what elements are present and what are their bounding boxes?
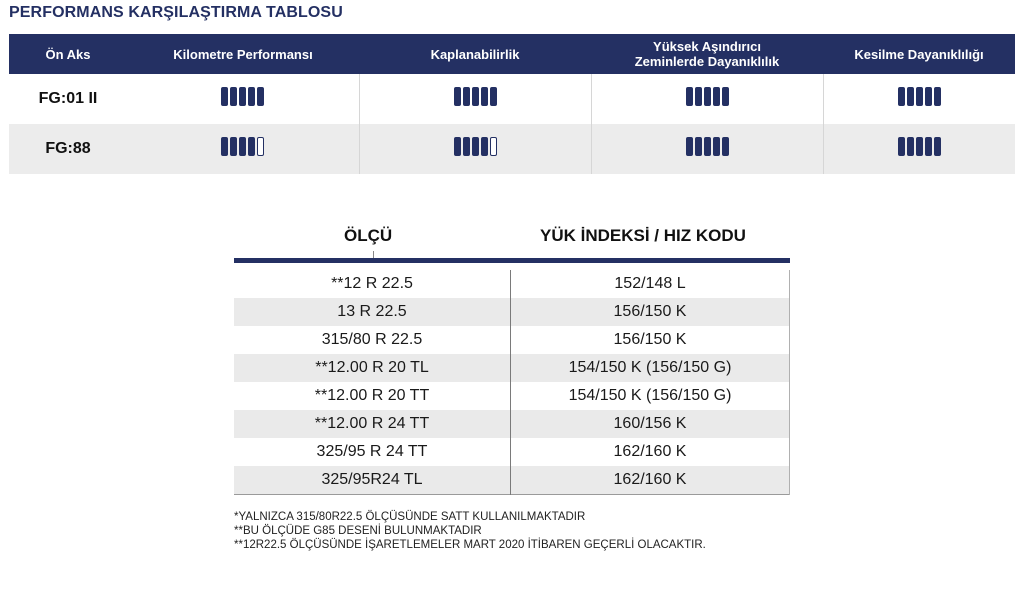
size-row [234, 466, 790, 495]
rating-bars [221, 137, 264, 156]
header-mileage: Kilometre Performansı [127, 34, 359, 74]
rating-cell [359, 124, 591, 174]
rating-bar-filled [898, 137, 905, 156]
load-speed-value: 162/160 K [511, 438, 790, 466]
rating-bar-filled [695, 87, 702, 106]
rating-bar-filled [916, 87, 923, 106]
rating-bar-filled [481, 87, 488, 106]
rating-cell [823, 74, 1015, 124]
size-value: **12.00 R 24 TT [234, 410, 511, 438]
size-row [234, 326, 790, 354]
size-row [234, 382, 790, 410]
rating-bar-filled [221, 137, 228, 156]
header-abrasive-line1: Yüksek Aşındırıcı [653, 39, 761, 54]
rating-bar-filled [898, 87, 905, 106]
size-table-header [234, 222, 790, 263]
rating-bar-filled [221, 87, 228, 106]
header-size: ÖLÇÜ [344, 226, 393, 245]
size-row [234, 298, 790, 326]
size-value: 13 R 22.5 [234, 298, 511, 326]
size-row [234, 410, 790, 438]
rating-bar-filled [490, 87, 497, 106]
rating-bar-filled [239, 137, 246, 156]
model-name: FG:01 II [38, 90, 98, 107]
rating-bar-filled [454, 87, 461, 106]
size-value: **12.00 R 20 TT [314, 387, 430, 404]
performance-row [9, 124, 1015, 174]
rating-bars [454, 137, 497, 156]
rating-bar-filled [713, 87, 720, 106]
header-retreadability: Kaplanabilirlik [359, 34, 591, 74]
performance-header-row [9, 34, 1015, 74]
load-speed-value: 160/156 K [511, 410, 790, 438]
rating-bars [686, 137, 729, 156]
header-front-axle: Ön Aks [9, 34, 127, 74]
rating-cell [823, 124, 1015, 174]
rating-bar-filled [239, 87, 246, 106]
header-divider-tick [373, 251, 374, 258]
rating-bar-filled [916, 137, 923, 156]
footnotes [234, 510, 706, 552]
rating-bar-filled [925, 137, 932, 156]
rating-bar-filled [248, 87, 255, 106]
rating-bar-filled [257, 87, 264, 106]
rating-bar-filled [230, 87, 237, 106]
footnote-marking: **12R22.5 ÖLÇÜSÜNDE İŞARETLEMELER MART 2020 İTİBAREN GEÇERLİ OLACAKTIR. [234, 539, 706, 551]
rating-cell [359, 74, 591, 124]
size-row [234, 438, 790, 466]
rating-bar-filled [463, 137, 470, 156]
load-speed-value: 154/150 K (156/150 G) [511, 382, 790, 410]
performance-row [9, 74, 1015, 124]
size-table [234, 270, 790, 495]
rating-bars [686, 87, 729, 106]
rating-bar-filled [925, 87, 932, 106]
rating-bar-filled [230, 137, 237, 156]
rating-cell [591, 74, 823, 124]
size-value: **12 R 22.5 [331, 275, 413, 292]
rating-bar-filled [722, 137, 729, 156]
rating-bar-filled [907, 137, 914, 156]
rating-cell [591, 124, 823, 174]
load-speed-value: 162/160 K [511, 466, 790, 495]
load-speed-value: 156/150 K [511, 298, 790, 326]
rating-bar-filled [704, 87, 711, 106]
rating-bar-filled [686, 137, 693, 156]
size-value: 315/80 R 22.5 [321, 331, 423, 348]
header-abrasive-durability [591, 34, 823, 74]
rating-bars [454, 87, 497, 106]
rating-bars [898, 87, 941, 106]
rating-bar-filled [481, 137, 488, 156]
header-cut-resistance: Kesilme Dayanıklılığı [823, 34, 1015, 74]
rating-bar-empty [257, 137, 264, 156]
rating-bar-filled [686, 87, 693, 106]
header-abrasive-line2: Zeminlerde Dayanıklılık [634, 54, 780, 69]
rating-bar-filled [472, 137, 479, 156]
performance-table [9, 34, 1015, 174]
size-value: 325/95 R 24 TT [316, 443, 428, 460]
page-title: PERFORMANS KARŞILAŞTIRMA TABLOSU [9, 4, 343, 21]
load-speed-value: 152/148 L [511, 270, 790, 298]
model-name: FG:88 [9, 124, 127, 174]
footnote-satt: *YALNIZCA 315/80R22.5 ÖLÇÜSÜNDE SATT KULLANILMAKTADIR [234, 511, 586, 523]
rating-bar-empty [490, 137, 497, 156]
rating-cell [127, 124, 359, 174]
rating-bar-filled [463, 87, 470, 106]
rating-bar-filled [472, 87, 479, 106]
footnote-g85: **BU ÖLÇÜDE G85 DESENİ BULUNMAKTADIR [234, 525, 482, 537]
size-value: **12.00 R 20 TL [234, 354, 511, 382]
load-speed-value: 156/150 K [511, 326, 790, 354]
rating-bar-filled [934, 137, 941, 156]
rating-bar-filled [722, 87, 729, 106]
rating-bar-filled [695, 137, 702, 156]
rating-bar-filled [713, 137, 720, 156]
size-value: 325/95R24 TL [234, 466, 511, 495]
rating-bar-filled [248, 137, 255, 156]
rating-bar-filled [454, 137, 461, 156]
rating-bar-filled [704, 137, 711, 156]
rating-cell [127, 74, 359, 124]
rating-bar-filled [907, 87, 914, 106]
rating-bars [898, 137, 941, 156]
rating-bars [221, 87, 264, 106]
load-speed-value: 154/150 K (156/150 G) [511, 354, 790, 382]
size-row [234, 270, 790, 298]
rating-bar-filled [934, 87, 941, 106]
size-row [234, 354, 790, 382]
header-load-speed: YÜK İNDEKSİ / HIZ KODU [540, 226, 746, 245]
